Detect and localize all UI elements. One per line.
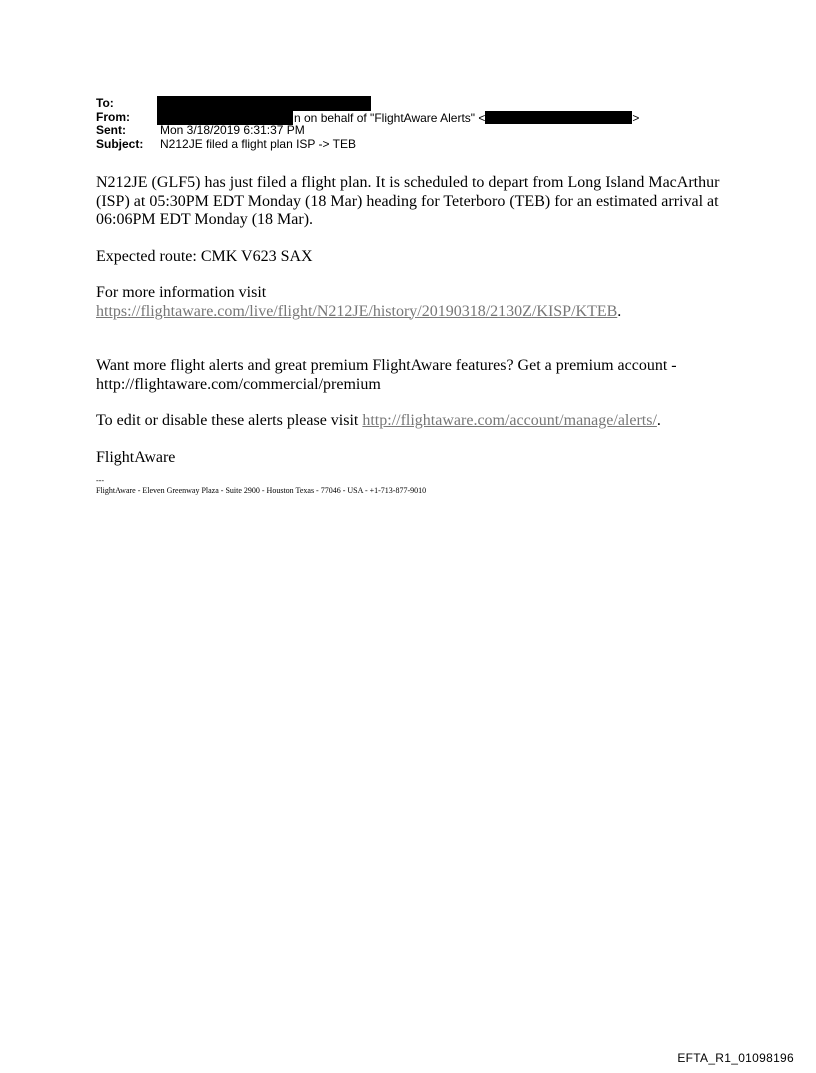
subject-value: N212JE filed a flight plan ISP -> TEB xyxy=(160,136,357,151)
sent-label: Sent: xyxy=(96,123,126,137)
footer-address: FlightAware - Eleven Greenway Plaza - Suite 2900 - Houston Texas - 77046 - USA - +1-713-877-9010 xyxy=(96,486,427,495)
email-body xyxy=(96,174,736,485)
document-id: EFTA_R1_01098196 xyxy=(677,1051,794,1065)
flight-plan-paragraph: N212JE (GLF5) has just filed a flight plan. It is scheduled to depart from Long Island MacArthur (ISP) at 05:30PM EDT Monday (18 Mar) heading for Teterboro (TEB) for an estimated arrival at 06:06PM EDT Monday (18 Mar). xyxy=(96,174,720,228)
sent-value: Mon 3/18/2019 6:31:37 PM xyxy=(160,123,305,137)
from-end: > xyxy=(632,110,640,125)
subject-label: Subject: xyxy=(96,136,144,151)
edit-alerts-period: . xyxy=(656,412,661,429)
from-text: n on behalf of "FlightAware Alerts" < xyxy=(294,110,486,125)
signature: FlightAware xyxy=(96,448,176,466)
expected-route: Expected route: CMK V623 SAX xyxy=(96,247,313,265)
edit-alerts-paragraph xyxy=(96,412,736,431)
from-value xyxy=(294,111,639,126)
more-info-period: . xyxy=(617,302,622,320)
from-email-redaction xyxy=(485,111,632,124)
footer-separator: --- xyxy=(96,476,104,485)
to-label: To: xyxy=(96,96,114,110)
from-label: From: xyxy=(96,109,130,124)
email-footer xyxy=(96,476,426,496)
manage-alerts-link[interactable]: http://flightaware.com/account/manage/alerts/ xyxy=(362,412,657,429)
edit-alerts-text: To edit or disable these alerts please visit xyxy=(96,412,363,429)
more-info-paragraph xyxy=(96,284,736,321)
more-info-text: For more information visit xyxy=(96,284,267,301)
flight-history-link[interactable]: https://flightaware.com/live/flight/N212JE/history/20190318/2130Z/KISP/KTEB xyxy=(96,302,618,320)
premium-paragraph: Want more flight alerts and great premium FlightAware features? Get a premium account - http://flightaware.com/commercial/premium xyxy=(96,357,677,393)
